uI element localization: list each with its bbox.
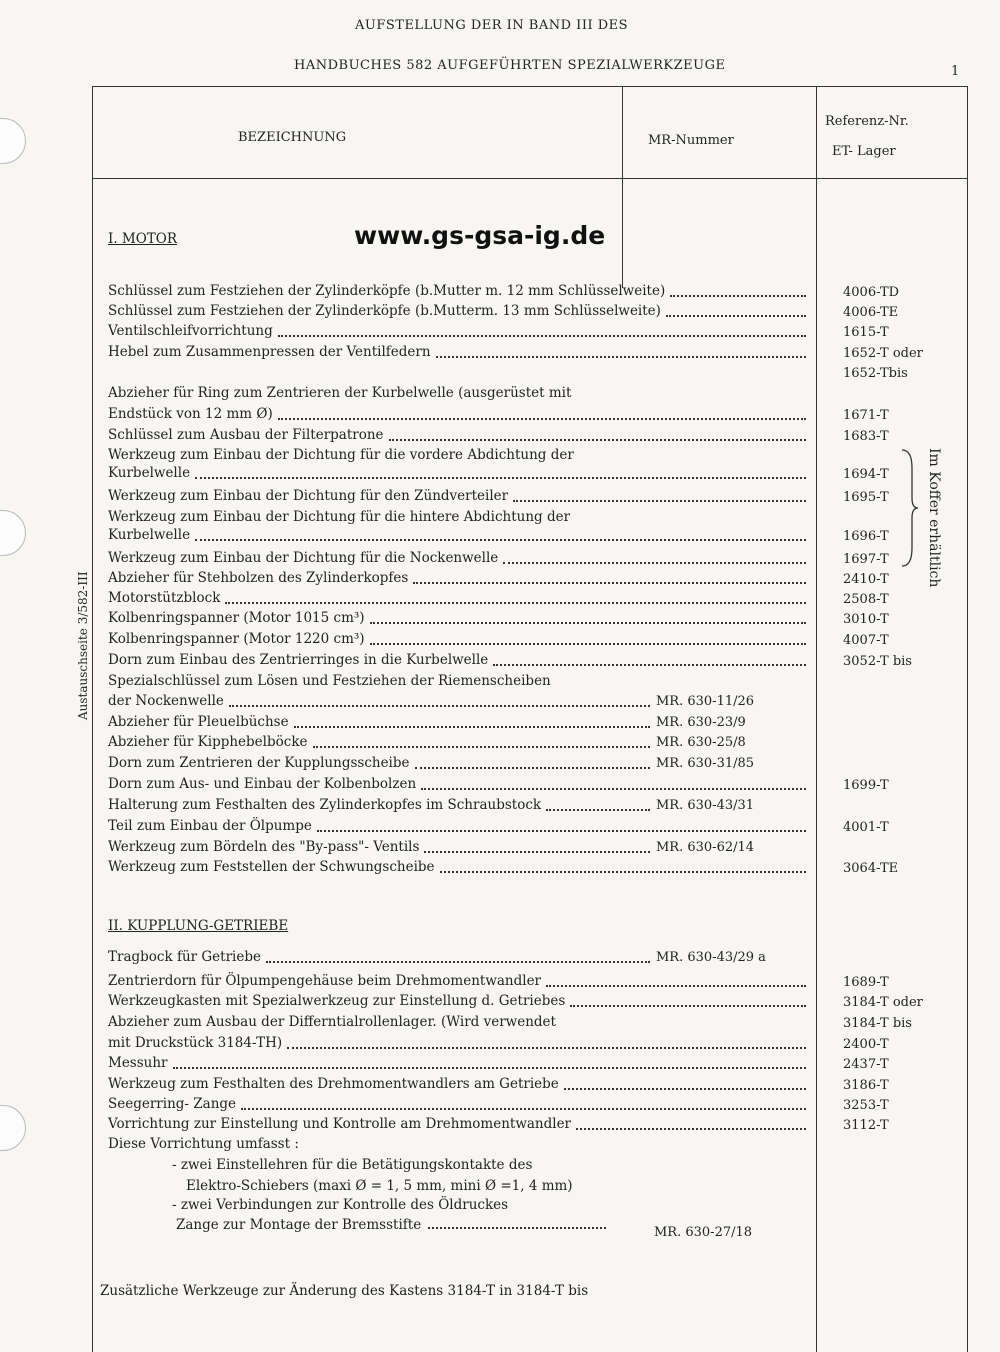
ref-number: 1694-T [843, 467, 889, 482]
punch-hole-top [0, 118, 26, 164]
table-row: Abzieher für Ring zum Zentrieren der Kurbelwelle (ausgerüstet mit [108, 385, 572, 401]
leader-dots [241, 1108, 806, 1110]
table-row: Diese Vorrichtung umfasst : [108, 1136, 299, 1152]
table-top-border [92, 86, 968, 87]
leader-dots [195, 539, 806, 541]
header-line-2: HANDBUCHES 582 AUFGEFÜHRTEN SPEZIALWERKZEUGE [294, 58, 726, 73]
header-line-1: AUFSTELLUNG DER IN BAND III DES [355, 18, 629, 33]
table-row: Halterung zum Festhalten des Zylinderkopfes im Schraubstock [108, 797, 542, 813]
table-row: Teil zum Einbau der Ölpumpe [108, 818, 312, 834]
leader-dots [564, 1088, 806, 1090]
table-row: Werkzeug zum Bördeln des "By-pass"- Ventils [108, 839, 420, 855]
table-row: mit Druckstück 3184-TH) [108, 1035, 283, 1051]
table-row: Werkzeug zum Einbau der Dichtung für die hintere Abdichtung der [108, 509, 571, 525]
table-divider-ref [816, 86, 817, 1352]
leader-dots [493, 664, 806, 666]
leader-dots [424, 851, 650, 853]
sub-item-3: - zwei Verbindungen zur Kontrolle des Öldruckes [172, 1197, 509, 1213]
leader-dots [513, 500, 806, 502]
table-row: Abzieher für Kipphebelböcke [108, 734, 308, 750]
section-title-motor: I. MOTOR [108, 231, 178, 247]
leader-dots [278, 335, 806, 337]
ref-number: 3010-T [843, 612, 889, 627]
mr-number: MR. 630-25/8 [656, 735, 746, 750]
ref-number: 2400-T [843, 1037, 889, 1052]
ref-number: 3184-T bis [843, 1016, 912, 1031]
column-header-ref-1: Referenz-Nr. [825, 114, 909, 129]
leader-dots [413, 582, 806, 584]
side-note: Austauschseite 3/582-III [76, 571, 90, 720]
mr-number: MR. 630-43/29 a [656, 950, 766, 965]
leader-dots [436, 356, 806, 358]
table-row: Hebel zum Zusammenpressen der Ventilfedern [108, 344, 431, 360]
leader-dots [546, 985, 806, 987]
table-row: Motorstützblock [108, 590, 221, 606]
ref-number: 2410-T [843, 572, 889, 587]
ref-number: 1615-T [843, 325, 889, 340]
leader-dots [317, 830, 806, 832]
leader-dots [440, 871, 806, 873]
mr-number: MR. 630-62/14 [656, 840, 755, 855]
table-row: Kurbelwelle [108, 527, 191, 543]
ref-number: 3186-T [843, 1078, 889, 1093]
table-row: Werkzeug zum Feststellen der Schwungscheibe [108, 859, 435, 875]
table-row: Schlüssel zum Festziehen der Zylinderköpfe (b.Mutterm. 13 mm Schlüsselweite) [108, 303, 661, 319]
ref-number: 1689-T [843, 975, 889, 990]
leader-dots [229, 705, 650, 707]
ref-number: 1699-T [843, 778, 889, 793]
brace-icon [900, 448, 920, 568]
table-row: Ventilschleifvorrichtung [108, 323, 273, 339]
table-row: Seegerring- Zange [108, 1096, 237, 1112]
mr-number: MR. 630-31/85 [656, 756, 755, 771]
last-mr-number: MR. 630-27/18 [654, 1225, 753, 1240]
table-header-bottom-border [92, 178, 968, 179]
table-row: Kolbenringspanner (Motor 1015 cm³) [108, 610, 365, 626]
page-number: 1 [951, 64, 960, 79]
ref-number: 4006-TE [843, 305, 899, 320]
mr-number: MR. 630-11/26 [656, 694, 755, 709]
ref-number: 1695-T [843, 490, 889, 505]
punch-hole-bottom [0, 1105, 26, 1151]
table-row: Werkzeug zum Einbau der Dichtung für die Nockenwelle [108, 550, 499, 566]
mr-number: MR. 630-23/9 [656, 715, 746, 730]
leader-dots [670, 295, 806, 297]
leader-dots [546, 809, 650, 811]
sub-item-1: - zwei Einstellehren für die Betätigungskontakte des [172, 1157, 533, 1173]
mr-number: MR. 630-43/31 [656, 798, 755, 813]
leader-dots [370, 622, 806, 624]
leader-dots [570, 1005, 806, 1007]
column-header-bezeichnung: BEZEICHNUNG [238, 130, 347, 145]
table-row: Vorrichtung zur Einstellung und Kontrolle am Drehmomentwandler [108, 1116, 572, 1132]
sub-item-4: Zange zur Montage der Bremsstifte [176, 1217, 422, 1233]
ref-number: 1671-T [843, 408, 889, 423]
table-row: der Nockenwelle [108, 693, 224, 709]
koffer-note: Im Koffer erhältlich [926, 448, 942, 588]
footer-note: Zusätzliche Werkzeuge zur Änderung des Kastens 3184-T in 3184-T bis [100, 1283, 589, 1299]
leader-dots [266, 961, 650, 963]
table-row: Zentrierdorn für Ölpumpengehäuse beim Drehmomentwandler [108, 973, 542, 989]
table-row: Dorn zum Einbau des Zentrierringes in die Kurbelwelle [108, 652, 489, 668]
ref-number: 1697-T [843, 552, 889, 567]
table-row: Werkzeugkasten mit Spezialwerkzeug zur Einstellung d. Getriebes [108, 993, 566, 1009]
sub-item-2: Elektro-Schiebers (maxi Ø = 1, 5 mm, mini Ø =1, 4 mm) [186, 1178, 573, 1194]
leader-dots [313, 746, 651, 748]
sub-item-4-dots [428, 1227, 606, 1229]
ref-number: 2508-T [843, 592, 889, 607]
table-row: Kolbenringspanner (Motor 1220 cm³) [108, 631, 365, 647]
leader-dots [421, 788, 806, 790]
leader-dots [576, 1128, 806, 1130]
table-row: Abzieher für Pleuelbüchse [108, 714, 289, 730]
leader-dots [294, 726, 650, 728]
column-header-ref-2: ET- Lager [832, 144, 896, 159]
leader-dots [195, 477, 806, 479]
ref-number: 3184-T oder [843, 995, 923, 1010]
table-left-border [92, 86, 93, 1352]
punch-hole-middle [0, 510, 26, 556]
ref-number: 1652-Tbis [843, 366, 908, 381]
table-row: Dorn zum Aus- und Einbau der Kolbenbolzen [108, 776, 417, 792]
table-row: Endstück von 12 mm Ø) [108, 406, 273, 422]
leader-dots [370, 643, 806, 645]
table-row: Werkzeug zum Einbau der Dichtung für die vordere Abdichtung der [108, 447, 574, 463]
watermark-url: www.gs-gsa-ig.de [354, 221, 606, 250]
ref-number: 1696-T [843, 529, 889, 544]
ref-number: 4006-TD [843, 285, 900, 300]
ref-number: 3064-TE [843, 861, 899, 876]
ref-number: 4001-T [843, 820, 889, 835]
table-row: Werkzeug zum Einbau der Dichtung für den Zündverteiler [108, 488, 509, 504]
ref-number: 1652-T oder [843, 346, 923, 361]
leader-dots [225, 602, 806, 604]
ref-number: 1683-T [843, 429, 889, 444]
leader-dots [503, 562, 806, 564]
table-divider-mr [622, 86, 623, 288]
leader-dots [278, 418, 806, 420]
table-row: Werkzeug zum Festhalten des Drehmomentwandlers am Getriebe [108, 1076, 559, 1092]
ref-number: 2437-T [843, 1057, 889, 1072]
column-header-mr: MR-Nummer [648, 133, 734, 148]
table-row: Schlüssel zum Festziehen der Zylinderköpfe (b.Mutter m. 12 mm Schlüsselweite) [108, 283, 666, 299]
table-right-border [967, 86, 968, 1352]
ref-number: 4007-T [843, 633, 889, 648]
ref-number: 3112-T [843, 1118, 889, 1133]
ref-number: 3253-T [843, 1098, 889, 1113]
leader-dots [287, 1047, 806, 1049]
leader-dots [666, 315, 806, 317]
table-row: Messuhr [108, 1055, 168, 1071]
leader-dots [173, 1067, 806, 1069]
table-row: Tragbock für Getriebe [108, 949, 261, 965]
table-row: Kurbelwelle [108, 465, 191, 481]
table-row: Abzieher für Stehbolzen des Zylinderkopfes [108, 570, 409, 586]
section-title-kupplung-getriebe: II. KUPPLUNG-GETRIEBE [108, 918, 289, 934]
leader-dots [389, 439, 806, 441]
table-row: Spezialschlüssel zum Lösen und Festziehen der Riemenscheiben [108, 673, 551, 689]
ref-number: 3052-T bis [843, 654, 912, 669]
leader-dots [415, 767, 650, 769]
table-row: Schlüssel zum Ausbau der Filterpatrone [108, 427, 384, 443]
table-row: Abzieher zum Ausbau der Differntialrollenlager. (Wird verwendet [108, 1014, 556, 1030]
table-row: Dorn zum Zentrieren der Kupplungsscheibe [108, 755, 410, 771]
